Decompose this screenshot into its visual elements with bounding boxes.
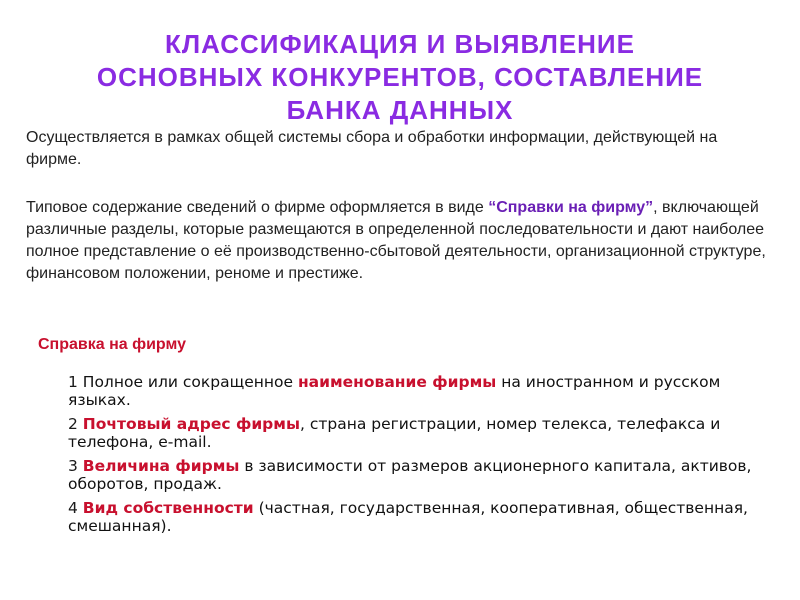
list-item-highlight: Вид собственности <box>82 499 254 517</box>
list-item-highlight: наименование фирмы <box>297 373 497 391</box>
intro-paragraph: Осуществляется в рамках общей системы сбора и обработки информации, действующей на фирме. <box>26 129 718 168</box>
content-paragraph-highlight: “Справки на фирму” <box>488 199 654 216</box>
list-item-text-after: , страна регистрации, номер телекса, телефакса и телефона, e-mail. <box>68 415 721 451</box>
list-item-highlight: Величина фирмы <box>82 457 240 475</box>
list-item-text-before: Полное или сокращенное <box>82 373 298 391</box>
list-item <box>68 457 768 493</box>
list-item <box>68 415 768 451</box>
content-paragraph-before: Типовое содержание сведений о фирме оформляется в виде <box>26 199 489 216</box>
content-paragraph <box>26 197 774 285</box>
list-item <box>68 499 768 535</box>
slide-title-line-3: БАНКА ДАННЫХ <box>286 95 514 125</box>
list-item-text-after: на иностранном и русском языках. <box>68 373 721 409</box>
section-subheading: Справка на фирму <box>38 336 187 353</box>
list-item-text-after: в зависимости от размеров акционерного капитала, активов, оборотов, продаж. <box>68 457 752 493</box>
info-list <box>68 373 768 541</box>
list-item-number: 3 <box>68 457 83 475</box>
list-item-text-after: (частная, государственная, кооперативная, общественная, смешанная). <box>68 499 748 535</box>
list-item-number: 1 <box>68 373 83 391</box>
list-item <box>68 373 768 409</box>
slide-title-line-2: ОСНОВНЫХ КОНКУРЕНТОВ, СОСТАВЛЕНИЕ <box>96 62 704 92</box>
list-item-number: 2 <box>68 415 83 433</box>
list-item-highlight: Почтовый адрес фирмы <box>82 415 300 433</box>
content-paragraph-after: , включающей различные разделы, которые размещаются в определенной последовательности и дают наиболее полное представление о её производственно-сбытовой деятельности, организационной структуре, финансовом положении, реноме и престиже. <box>26 199 766 282</box>
slide-title-line-1: КЛАССИФИКАЦИЯ И ВЫЯВЛЕНИЕ <box>165 29 635 59</box>
slide-title <box>0 28 800 127</box>
list-item-number: 4 <box>68 499 83 517</box>
